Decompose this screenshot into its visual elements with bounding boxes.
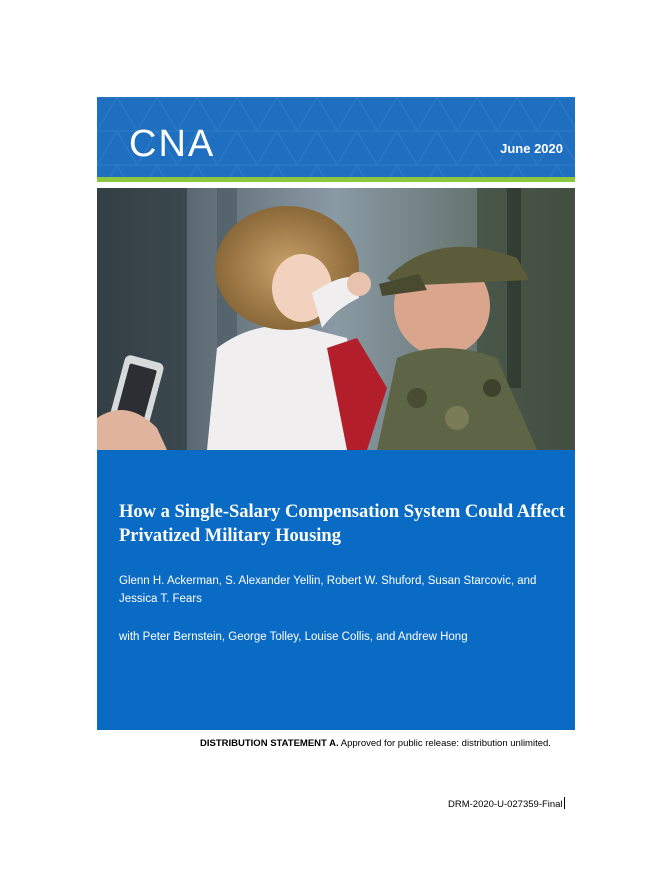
cna-logo: CNA [129,123,216,165]
text-cursor [564,797,565,809]
title-panel [97,450,575,730]
report-cover [97,97,575,730]
document-number [448,797,565,810]
report-title: How a Single-Salary Compensation System Could Affect Privatized Military Housing [119,502,566,546]
photo-marine-and-child-icon [97,188,575,450]
author-list: Glenn H. Ackerman, S. Alexander Yellin, Robert W. Shuford, Susan Starcovic, and Jessica T. Fears [119,575,537,605]
publication-date: June 2020 [500,141,563,156]
document-number-text: DRM-2020-U-027359-Final [448,799,563,810]
cover-photo [97,188,575,450]
contributor-list: with Peter Bernstein, George Tolley, Louise Collis, and Andrew Hong [119,631,468,643]
distribution-text: Approved for public release: distribution unlimited. [340,738,551,749]
cover-header [97,97,575,177]
distribution-label: DISTRIBUTION STATEMENT A. [200,738,339,749]
distribution-statement [200,738,551,749]
